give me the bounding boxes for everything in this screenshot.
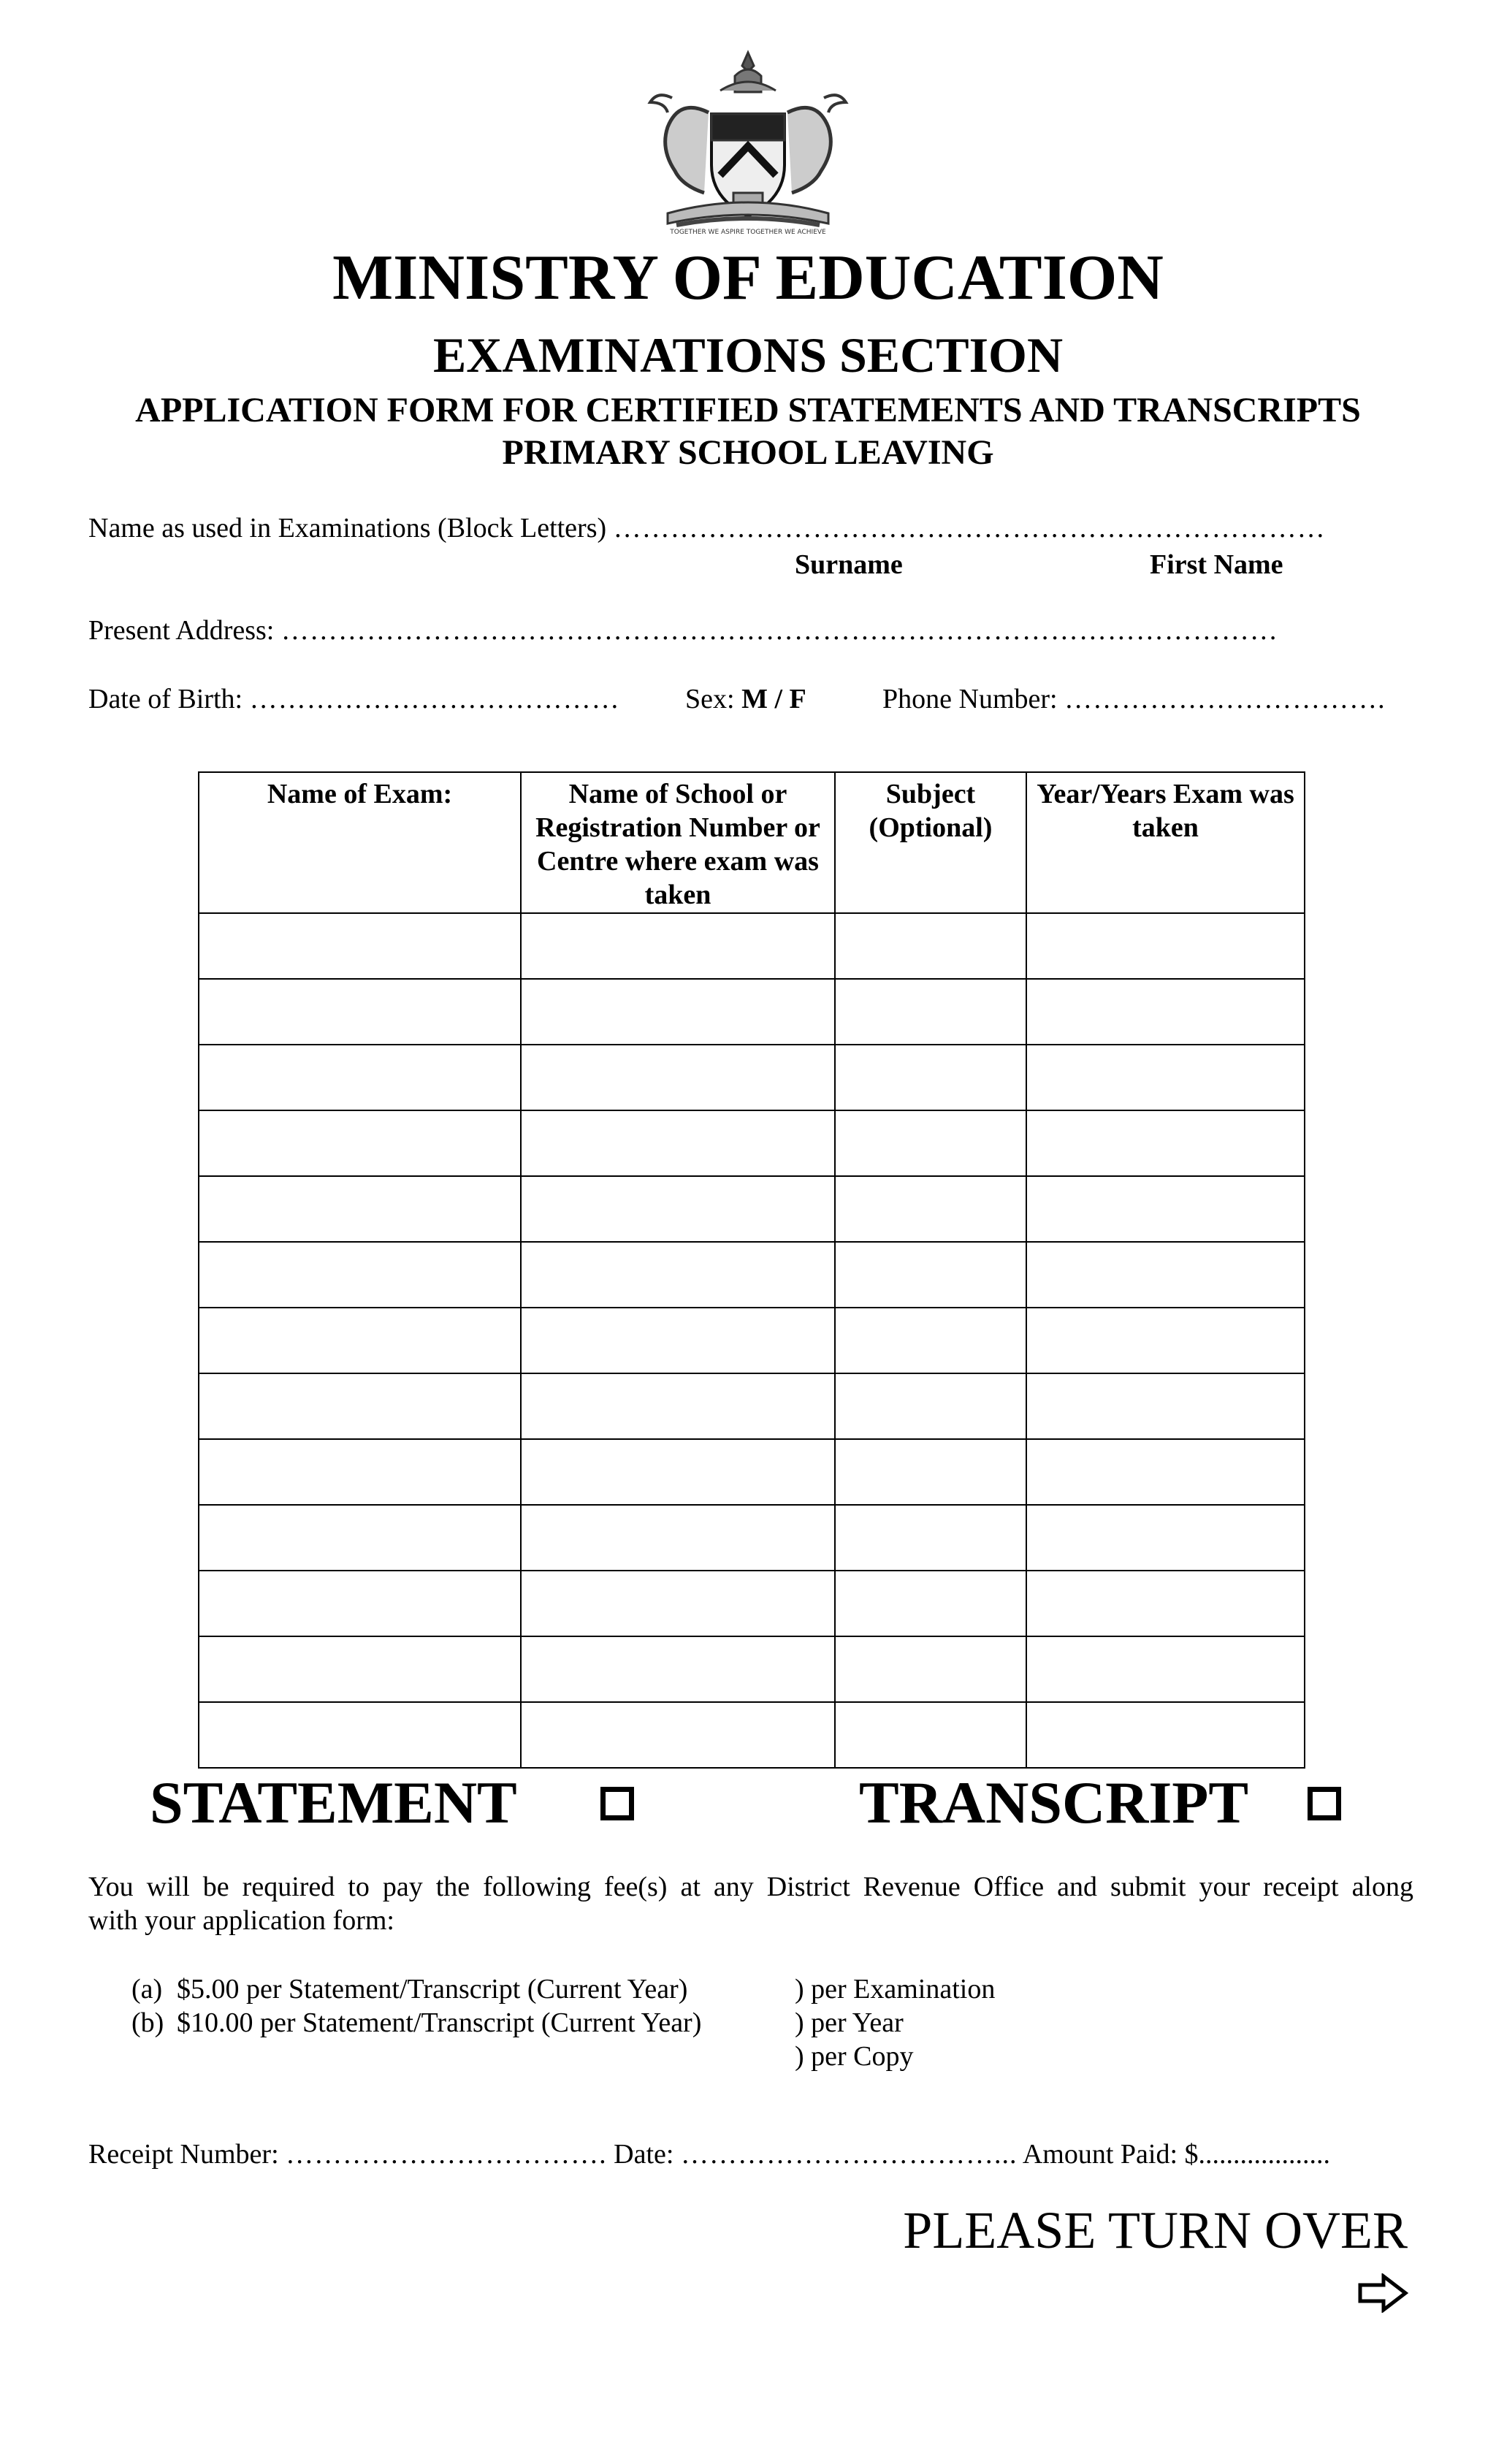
receipt-date-label: Date: — [614, 2139, 674, 2170]
table-cell-input[interactable] — [835, 1439, 1026, 1505]
table-cell-input[interactable] — [199, 1308, 521, 1373]
table-row — [199, 1045, 1305, 1110]
fee-item-b: $10.00 per Statement/Transcript (Current Year) — [177, 2007, 702, 2038]
table-cell-input[interactable] — [521, 1045, 835, 1110]
address-field[interactable] — [88, 614, 1278, 647]
table-row — [199, 913, 1305, 979]
sex-f-option[interactable]: F — [789, 684, 806, 714]
svg-text:TOGETHER WE ASPIRE TOGETHER WE: TOGETHER WE ASPIRE TOGETHER WE ACHIEVE — [670, 229, 826, 236]
header-name-of-exam: Name of Exam: — [199, 772, 521, 913]
fees-instructions — [88, 1870, 1413, 1937]
fees-intro-line2: with your application form: — [88, 1905, 394, 1936]
receipt-number-dots: ……………………………. — [286, 2139, 607, 2170]
table-row — [199, 1571, 1305, 1636]
table-cell-input[interactable] — [835, 1176, 1026, 1242]
table-cell-input[interactable] — [835, 1110, 1026, 1176]
table-cell-input[interactable] — [1026, 1571, 1305, 1636]
table-cell-input[interactable] — [199, 1505, 521, 1571]
table-cell-input[interactable] — [521, 1636, 835, 1702]
dob-field[interactable] — [88, 682, 620, 716]
table-cell-input[interactable] — [835, 1242, 1026, 1308]
table-row — [199, 1308, 1305, 1373]
section-title: EXAMINATIONS SECTION — [432, 327, 1064, 383]
phone-dots: ……………………………. — [1064, 684, 1386, 714]
table-cell-input[interactable] — [199, 1242, 521, 1308]
amount-paid-label: Amount Paid: $ — [1022, 2139, 1199, 2170]
phone-label: Phone Number: — [882, 684, 1058, 714]
table-cell-input[interactable] — [199, 913, 521, 979]
address-label: Present Address: — [88, 615, 275, 646]
table-row — [199, 1439, 1305, 1505]
table-cell-input[interactable] — [199, 1110, 521, 1176]
table-cell-input[interactable] — [1026, 1045, 1305, 1110]
table-row — [199, 1373, 1305, 1439]
exam-table-body — [199, 913, 1305, 1768]
table-cell-input[interactable] — [1026, 1242, 1305, 1308]
phone-field[interactable] — [882, 682, 1386, 716]
table-cell-input[interactable] — [1026, 1439, 1305, 1505]
statement-checkbox[interactable] — [600, 1787, 634, 1820]
table-cell-input[interactable] — [199, 1636, 521, 1702]
table-cell-input[interactable] — [1026, 1373, 1305, 1439]
table-cell-input[interactable] — [199, 1702, 521, 1768]
header-year: Year/Years Exam was taken — [1026, 772, 1305, 913]
transcript-label: TRANSCRIPT — [859, 1769, 1249, 1836]
sex-separator: / — [774, 684, 782, 714]
table-cell-input[interactable] — [521, 913, 835, 979]
table-cell-input[interactable] — [835, 1045, 1026, 1110]
table-row — [199, 1242, 1305, 1308]
coat-of-arms-logo — [638, 47, 858, 238]
table-cell-input[interactable] — [199, 979, 521, 1045]
receipt-number-label: Receipt Number: — [88, 2139, 279, 2170]
table-cell-input[interactable] — [835, 1373, 1026, 1439]
sex-field[interactable] — [685, 682, 806, 716]
sex-label: Sex: — [685, 684, 735, 714]
table-cell-input[interactable] — [199, 1045, 521, 1110]
table-cell-input[interactable] — [521, 1373, 835, 1439]
name-dots: ………………………………………………………………… — [613, 513, 1326, 543]
table-row — [199, 1176, 1305, 1242]
statement-label: STATEMENT — [150, 1769, 517, 1836]
table-cell-input[interactable] — [835, 1571, 1026, 1636]
right-arrow-icon — [1357, 2273, 1408, 2313]
table-cell-input[interactable] — [1026, 1176, 1305, 1242]
ministry-title: MINISTRY OF EDUCATION — [332, 243, 1164, 313]
table-cell-input[interactable] — [521, 1176, 835, 1242]
name-label: Name as used in Examinations (Block Letters) — [88, 513, 607, 543]
table-row — [199, 1110, 1305, 1176]
table-cell-input[interactable] — [521, 1571, 835, 1636]
name-field[interactable] — [88, 511, 1326, 545]
table-cell-input[interactable] — [1026, 913, 1305, 979]
table-cell-input[interactable] — [835, 913, 1026, 979]
table-cell-input[interactable] — [199, 1373, 521, 1439]
please-turn-over: PLEASE TURN OVER — [903, 2201, 1408, 2259]
exam-table — [198, 771, 1305, 1769]
fees-intro-line1: You will be required to pay the following fee(s) at any District Revenue Office and submit your receipt along — [88, 1872, 1413, 1902]
table-cell-input[interactable] — [1026, 979, 1305, 1045]
table-cell-input[interactable] — [199, 1571, 521, 1636]
receipt-line[interactable] — [88, 2137, 1330, 2171]
table-row — [199, 1636, 1305, 1702]
table-cell-input[interactable] — [199, 1439, 521, 1505]
first-name-label: First Name — [1150, 549, 1283, 580]
table-cell-input[interactable] — [835, 1308, 1026, 1373]
table-cell-input[interactable] — [199, 1176, 521, 1242]
transcript-checkbox[interactable] — [1308, 1787, 1341, 1820]
fee-per-exam: ) per Examination — [795, 1974, 996, 2005]
fee-per-copy: ) per Copy — [795, 2041, 914, 2072]
table-cell-input[interactable] — [835, 979, 1026, 1045]
table-row — [199, 1505, 1305, 1571]
table-cell-input[interactable] — [521, 979, 835, 1045]
table-cell-input[interactable] — [835, 1636, 1026, 1702]
form-title: APPLICATION FORM FOR CERTIFIED STATEMENTS AND TRANSCRIPTS — [135, 391, 1361, 430]
amount-paid-dots: ................... — [1198, 2139, 1331, 2170]
table-cell-input[interactable] — [1026, 1702, 1305, 1768]
fee-item-a: $5.00 per Statement/Transcript (Current Year) — [177, 1974, 688, 2005]
receipt-date-dots: ……………………………... — [680, 2139, 1018, 2170]
table-cell-input[interactable] — [835, 1505, 1026, 1571]
table-cell-input[interactable] — [1026, 1110, 1305, 1176]
form-subtitle: PRIMARY SCHOOL LEAVING — [502, 433, 994, 472]
table-cell-input[interactable] — [1026, 1505, 1305, 1571]
fee-per-year: ) per Year — [795, 2007, 904, 2038]
table-cell-input[interactable] — [521, 1308, 835, 1373]
fee-item-b-mark: (b) — [131, 2007, 164, 2038]
table-cell-input[interactable] — [1026, 1308, 1305, 1373]
sex-m-option[interactable]: M — [741, 684, 768, 714]
table-row — [199, 979, 1305, 1045]
dob-dots: ………………………………… — [249, 684, 620, 714]
address-dots: …………………………………………………………………………………………… — [280, 615, 1278, 646]
table-cell-input[interactable] — [521, 1242, 835, 1308]
table-cell-input[interactable] — [835, 1702, 1026, 1768]
table-row — [199, 1702, 1305, 1768]
table-cell-input[interactable] — [521, 1110, 835, 1176]
table-cell-input[interactable] — [1026, 1636, 1305, 1702]
table-cell-input[interactable] — [521, 1702, 835, 1768]
table-cell-input[interactable] — [521, 1505, 835, 1571]
table-header-row — [199, 772, 1305, 913]
surname-label: Surname — [795, 549, 903, 580]
header-subject: Subject (Optional) — [835, 772, 1026, 913]
fee-item-a-mark: (a) — [131, 1974, 163, 2005]
header-school-or-centre: Name of School or Registration Number or Centre where exam was taken — [521, 772, 835, 913]
dob-label: Date of Birth: — [88, 684, 243, 714]
table-cell-input[interactable] — [521, 1439, 835, 1505]
